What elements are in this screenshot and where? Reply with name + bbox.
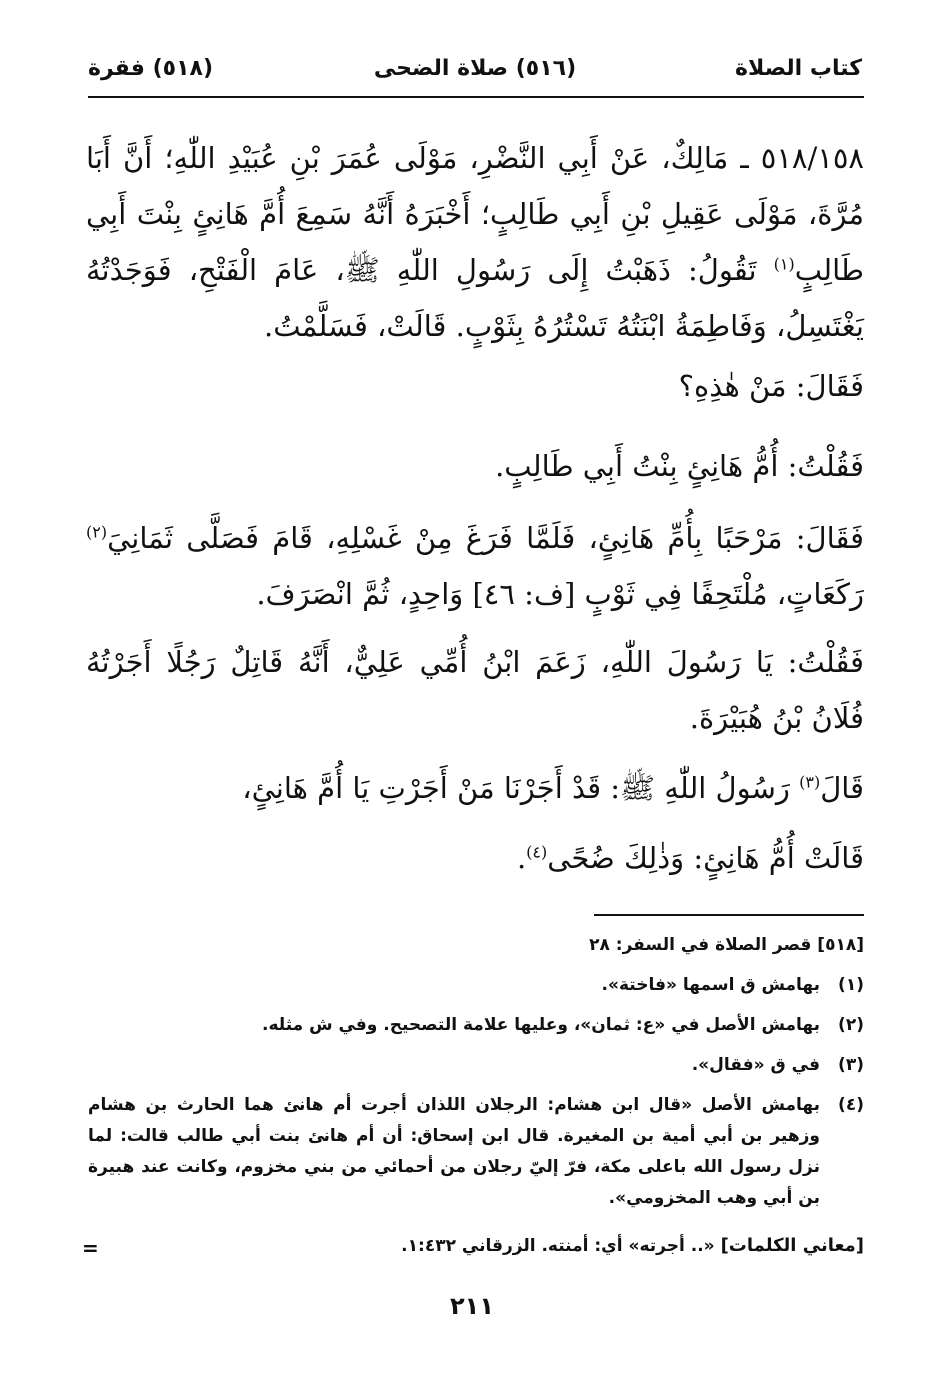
hadith-paragraph-6 [242, 760, 864, 816]
word-meanings-label: [معاني الكلمات] [720, 1235, 864, 1256]
chapter-title: (٥١٦) صلاة الضحى [373, 56, 577, 81]
continuation-mark: = [82, 1236, 99, 1260]
footnote-1 [88, 970, 864, 1001]
hadith-text-6a: قَالَ [820, 771, 864, 805]
footnote-4-text: بهامش الأصل «قال ابن هشام: الرجلان اللذان أجرت أم هانئ هما الحارث بن هشام وزهير بن أبي أمية بن المغيرة. قال ابن إسحاق: أن أم هانئ بنت أبي طالب قالت: لما نزل رسول الله باعلى مكة، فرّ إليّ رجلان من أحمائي من بني مخزوم، وكانت عند هبيرة بن أبي وهب المخزومي». [88, 1095, 820, 1208]
footnote-divider [594, 914, 864, 916]
footnote-ref-3: (٣) [799, 772, 821, 792]
word-meanings [88, 1230, 864, 1262]
footnote-4-number: (٤) [838, 1095, 864, 1115]
hadith-text-1b: تَقُولُ: ذَهَبْتُ إِلَى رَسُولِ اللّٰهِ ﷺ، عَامَ الْفَتْحِ، فَوَجَدْتُهُ يَغْتَسِلُ، وَفَاطِمَةُ ابْنَتُهُ تَسْتُرُهُ بِثَوْبٍ. قَالَتْ، فَسَلَّمْتُ. [86, 253, 864, 343]
footnote-4 [88, 1090, 864, 1214]
running-header [88, 56, 862, 92]
hadith-text-4a: فَقَالَ: مَرْحَبًا بِأُمِّ هَانِئٍ، فَلَمَّا فَرَغَ مِنْ غَسْلِهِ، قَامَ فَصَلَّى ثَمَانِيَ [107, 521, 864, 555]
source-note: [٥١٨] قصر الصلاة في السفر: ٢٨ [589, 935, 864, 955]
hadith-text-1a: ٥١٨/١٥٨ ـ مَالِكٌ، عَنْ أَبِي النَّضْرِ، مَوْلَى عُمَرَ بْنِ عُبَيْدِ اللّٰهِ؛ أَنَّ أَبَا مُرَّةَ، مَوْلَى عَقِيلِ بْنِ أَبِي طَالِبٍ؛ أَخْبَرَهُ أَنَّهُ سَمِعَ أُمَّ هَانِئٍ بِنْتَ أَبِي طَالِبٍ [86, 141, 864, 287]
word-meanings-text: «.. أجرته» أي: أمنته. الزرقاني ١:٤٣٢. [401, 1236, 721, 1256]
footnote-2 [88, 1010, 864, 1041]
paragraph-number: (٥١٨) فقرة [88, 56, 213, 81]
hadith-text-7a: قَالَتْ أُمُّ هَانِئٍ: وَذٰلِكَ ضُحًى [547, 841, 864, 875]
book-title: كتاب الصلاة [735, 56, 862, 81]
hadith-paragraph-2: فَقَالَ: مَنْ هٰذِهِ؟ [678, 369, 864, 403]
hadith-paragraph-1 [86, 130, 864, 354]
hadith-text-6b: رَسُولُ اللّٰهِ ﷺ: قَدْ أَجَرْنَا مَنْ أَجَرْتِ يَا أُمَّ هَانِئٍ، [242, 771, 800, 805]
hadith-paragraph-3: فَقُلْتُ: أُمُّ هَانِئٍ بِنْتُ أَبِي طَالِبٍ. [495, 449, 864, 483]
hadith-text-4b: رَكَعَاتٍ، مُلْتَحِفًا فِي ثَوْبٍ [ف: ٤٦] وَاحِدٍ، ثُمَّ انْصَرَفَ. [256, 577, 864, 611]
footnote-ref-2: (٢) [86, 522, 108, 542]
footnote-ref-1: (١) [773, 254, 795, 274]
hadith-paragraph-4 [86, 510, 864, 622]
footnote-3 [88, 1050, 864, 1081]
footnote-3-text: في ق «فقال». [691, 1055, 820, 1075]
hadith-paragraph-7 [517, 830, 864, 886]
footnote-3-number: (٣) [838, 1055, 864, 1075]
hadith-text-7b: . [516, 841, 527, 875]
footnote-ref-4: (٤) [526, 842, 548, 862]
hadith-paragraph-5: فَقُلْتُ: يَا رَسُولَ اللّٰهِ، زَعَمَ ابْنُ أُمِّي عَلِيٌّ، أَنَّهُ قَاتِلٌ رَجُلًا أَجَرْتُهُ فُلَانُ بْنُ هُبَيْرَةَ. [86, 645, 864, 735]
footnote-2-number: (٢) [838, 1015, 864, 1035]
page-number: ٢١١ [450, 1292, 494, 1320]
footnote-1-text: بهامش ق اسمها «فاختة». [601, 975, 820, 995]
header-divider [88, 96, 864, 98]
footnote-1-number: (١) [838, 975, 864, 995]
footnote-2-text: بهامش الأصل في «ع: ثمان»، وعليها علامة التصحيح. وفي ش مثله. [261, 1015, 820, 1035]
